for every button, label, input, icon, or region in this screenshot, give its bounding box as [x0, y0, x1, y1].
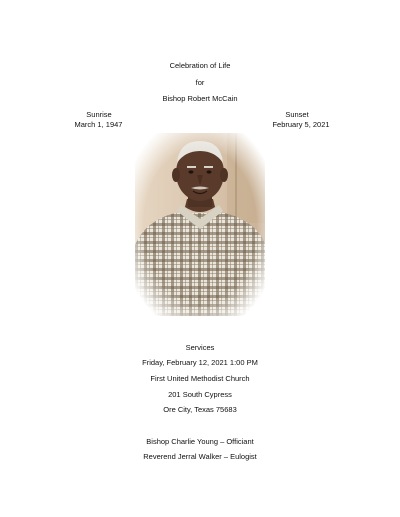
officiant-line: Bishop Charlie Young – Officiant	[146, 437, 254, 446]
services-venue: First United Methodist Church	[150, 374, 250, 383]
services-street: 201 South Cypress	[168, 390, 232, 399]
sunrise-label: Sunrise	[86, 110, 112, 119]
portrait-photo	[135, 133, 265, 316]
sunset-date: February 5, 2021	[272, 120, 330, 129]
header-for: for	[195, 78, 205, 87]
services-datetime: Friday, February 12, 2021 1:00 PM	[142, 358, 258, 367]
services-city: Ore City, Texas 75683	[163, 405, 237, 414]
sunrise-date: March 1, 1947	[74, 120, 123, 129]
header-name: Bishop Robert McCain	[162, 94, 238, 103]
portrait-illustration	[135, 133, 265, 316]
eulogist-line: Reverend Jerral Walker – Eulogist	[143, 452, 257, 461]
sunset-label: Sunset	[285, 110, 309, 119]
services-heading: Services	[185, 343, 215, 352]
header-title: Celebration of Life	[169, 61, 231, 70]
